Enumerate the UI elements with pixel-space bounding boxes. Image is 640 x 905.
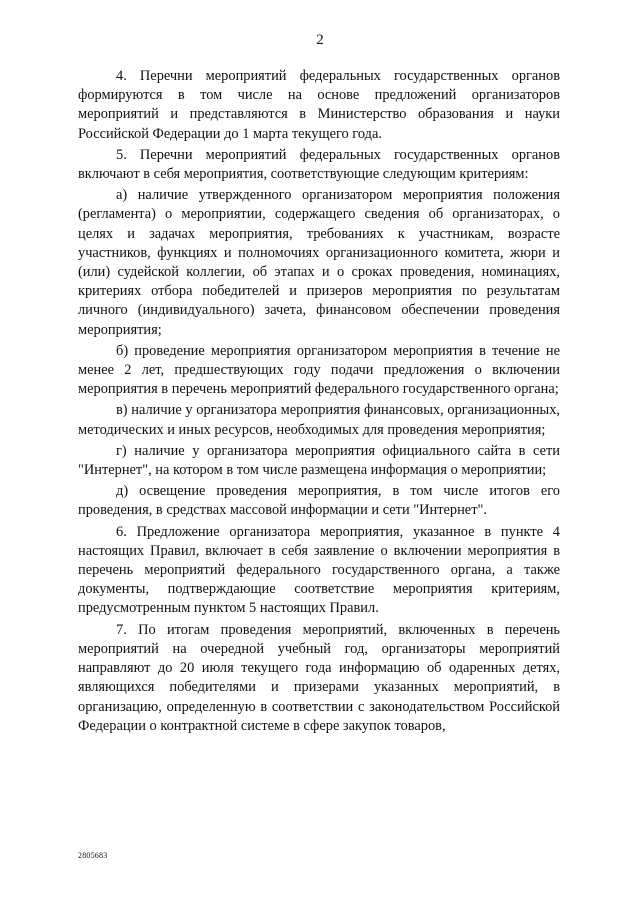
paragraph-4: 4. Перечни мероприятий федеральных государственных органов формируются в том числе на основе предложений организаторов мероприятий и представляются в Министерство образования и науки Российской Федерации до 1 марта текущего года. [78, 68, 560, 142]
document-body [78, 67, 560, 738]
page-number: 2 [316, 32, 324, 48]
paragraph-5: 5. Перечни мероприятий федеральных государственных органов включают в себя мероприятия, соответствующие следующим критериям: [78, 146, 560, 183]
paragraph-6: 6. Предложение организатора мероприятия, указанное в пункте 4 настоящих Правил, включает в себя заявление о включении мероприятия в перечень мероприятий федерального государственного органа, а также документы, подтверждающие соответствие мероприятия критериям, предусмотренным пунктом 5 настоящих Правил. [78, 523, 560, 617]
document-id: 2805683 [78, 851, 108, 860]
criterion-b: б) проведение мероприятия организатором мероприятия в течение не менее 2 лет, предшествующих году подачи предложения о включении мероприятия в перечень мероприятий федерального государственного органа; [78, 342, 560, 398]
criterion-a: а) наличие утвержденного организатором мероприятия положения (регламента) о мероприятии, содержащего сведения об организаторах, о целях и задачах мероприятия, требованиях к участникам, возрасте участников, функциях и полномочиях организационного комитета, жюри и (или) судейской коллегии, об этапах и о сроках проведения, номинациях, критериях отбора победителей и призеров мероприятия по результатам личного (индивидуального) зачета, финансовом обеспечении проведения мероприятия; [78, 187, 560, 338]
criterion-d: д) освещение проведения мероприятия, в том числе итогов его проведения, в средствах массовой информации и сети "Интернет". [78, 483, 560, 519]
criterion-v: в) наличие у организатора мероприятия финансовых, организационных, методических и иных ресурсов, необходимых для проведения мероприятия; [78, 402, 560, 438]
criterion-g: г) наличие у организатора мероприятия официального сайта в сети "Интернет", на котором в том числе размещена информация о мероприятии; [78, 442, 560, 479]
paragraph-7: 7. По итогам проведения мероприятий, включенных в перечень мероприятий на очередной учебный год, организаторы мероприятий направляют до 20 июля текущего года информацию об одаренных детях, являющихся победителями и призерами указанных мероприятий, в организацию, определенную в соответствии с законодательством Российской Федерации о контрактной системе в сфере закупок товаров, [78, 621, 560, 734]
